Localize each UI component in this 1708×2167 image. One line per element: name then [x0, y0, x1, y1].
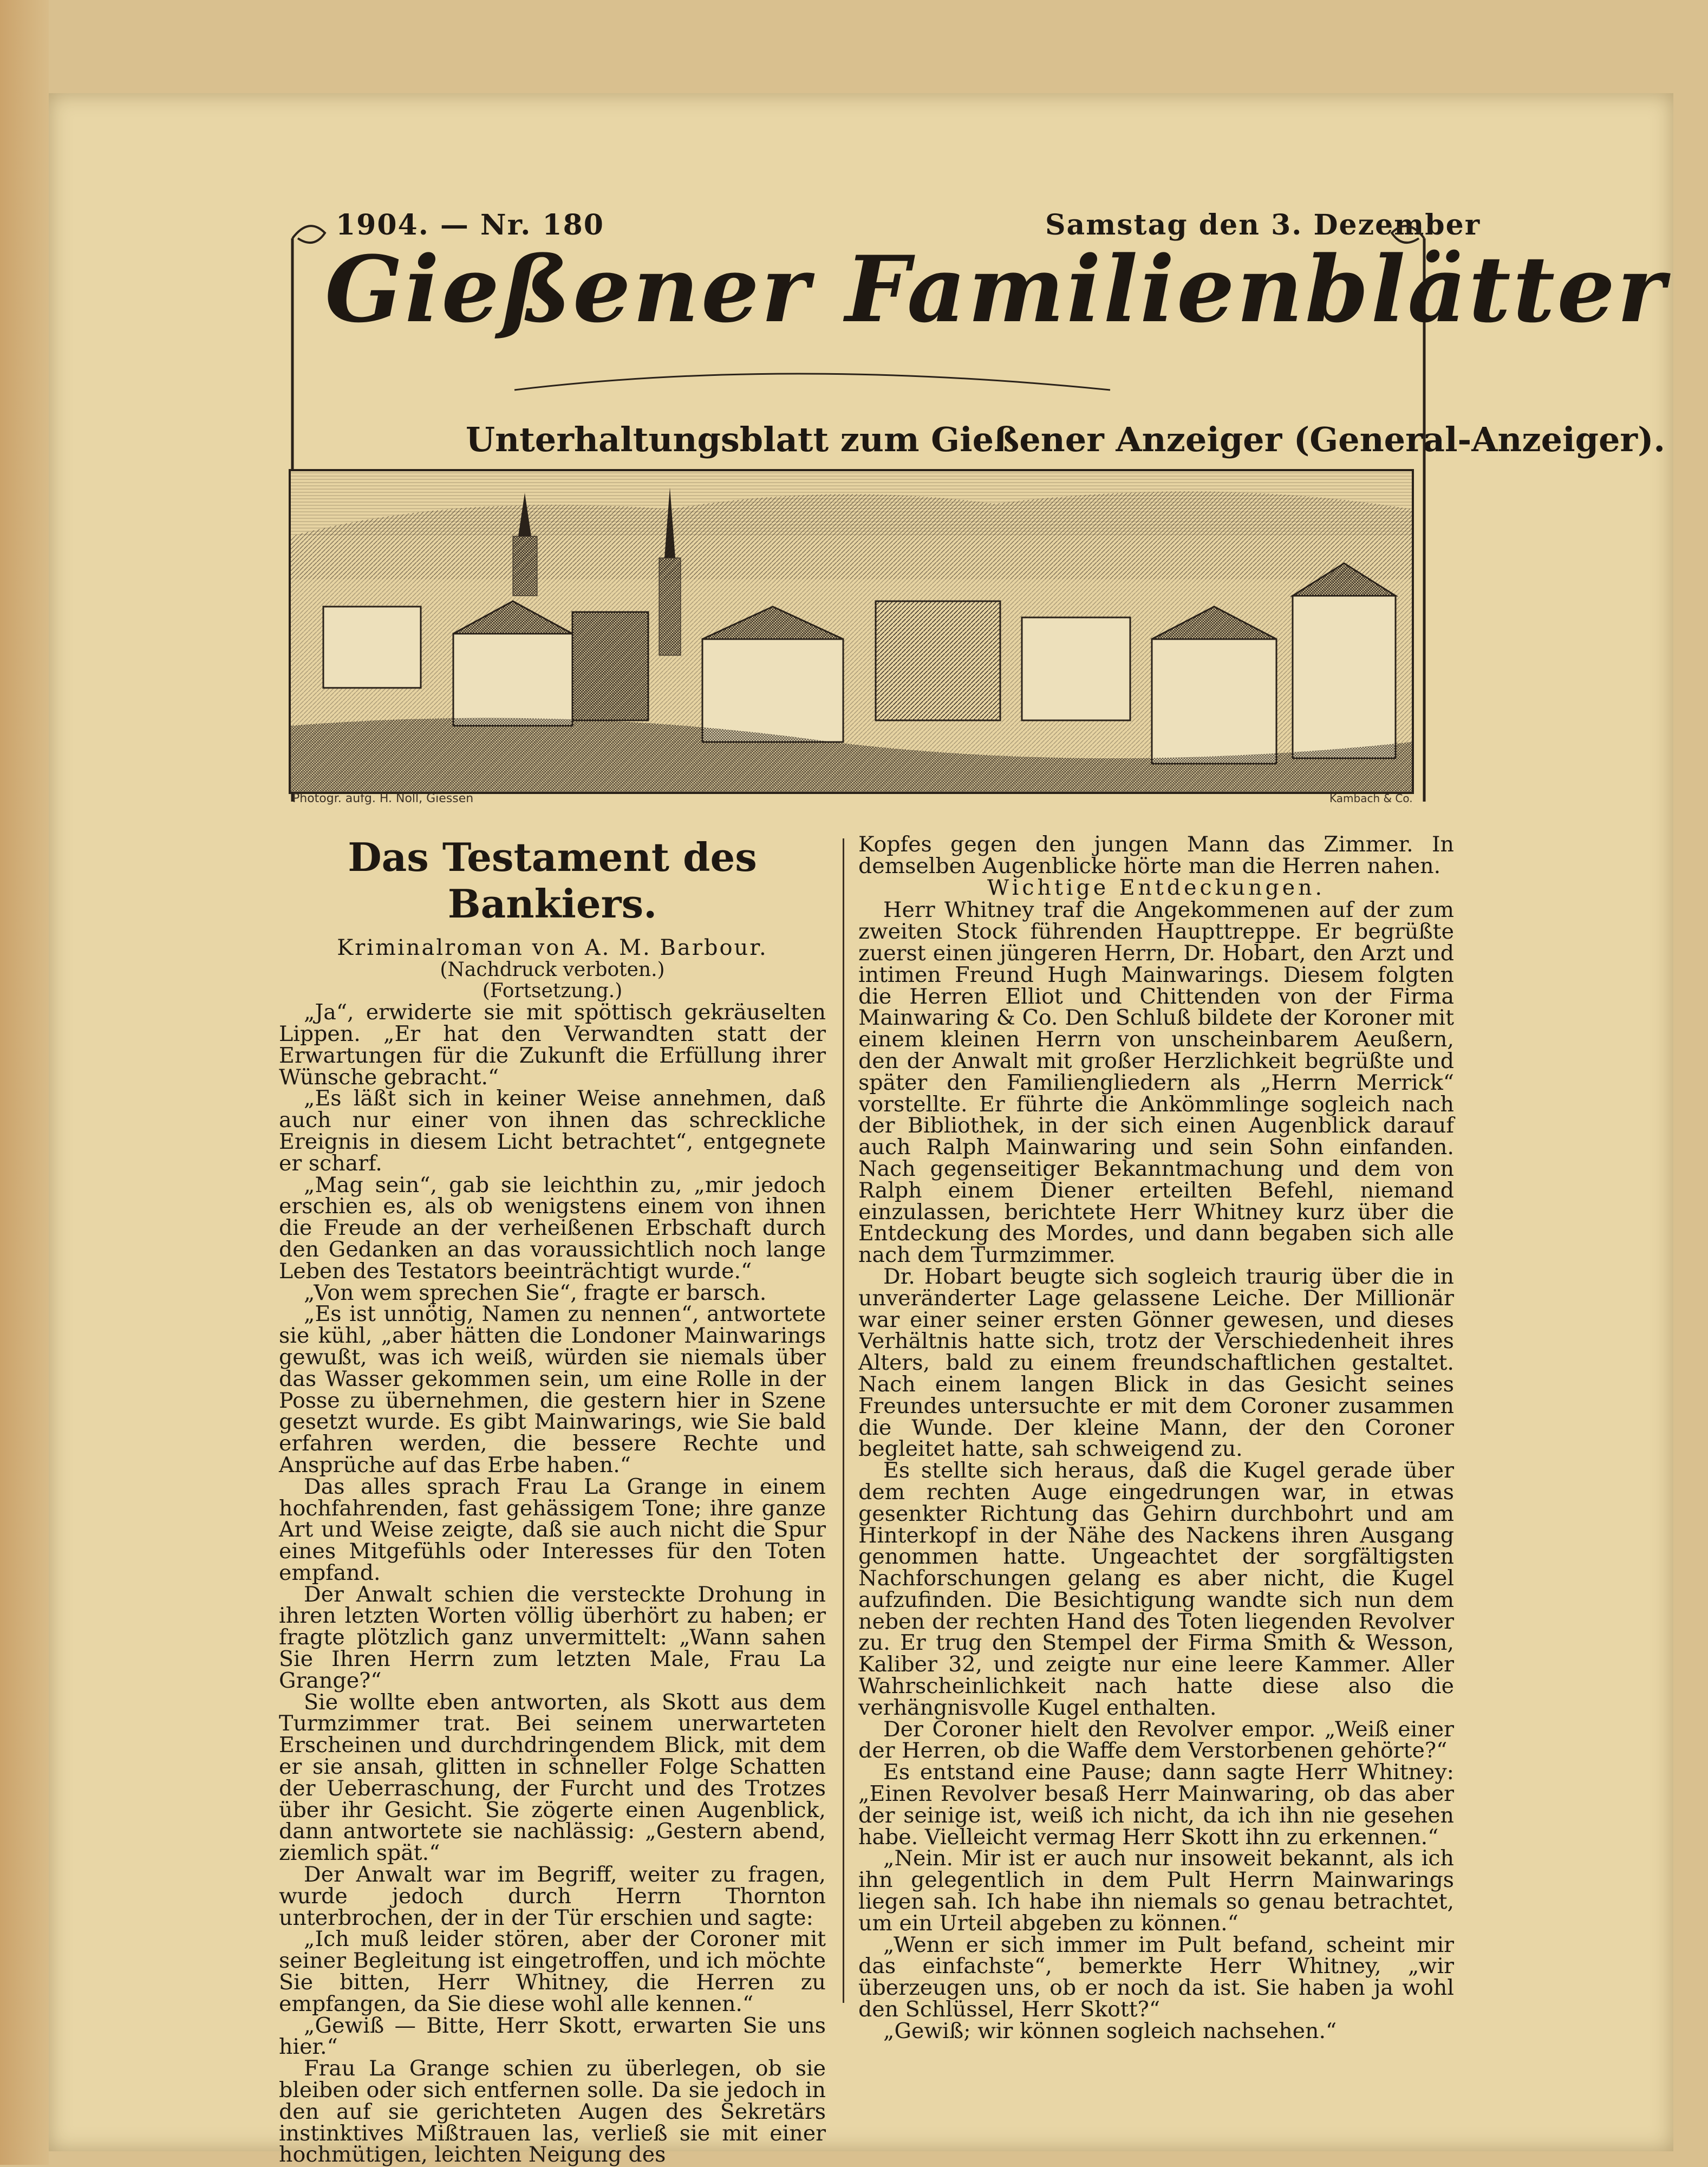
paragraph: „Mag sein“, gab sie leichthin zu, „mir jedoch erschien es, als ob wenigstens einem von ihnen die Freude an der verheißenen Erbschaft durch den Gedanken an das voraussichtlich noch lange Leben des Testators beeinträchtigt wurde.“ — [279, 1172, 826, 1284]
paragraph: Es entstand eine Pause; dann sagte Herr Whitney: „Einen Revolver besaß Herr Mainwaring, ob das aber der seinige ist, weiß ich nicht, da ich ihn nie gesehen habe. Vielleicht vermag Herr Skott ihn zu erkennen.“ — [858, 1760, 1454, 1850]
paragraph: Das alles sprach Frau La Grange in einem hochfahrenden, fast gehässigem Tone; ihre ganze Art und Weise zeigte, daß sie auch nicht die Spur eines Mitgefühls oder Interesses für den Toten empfand. — [279, 1474, 826, 1585]
article-title: Das Testament des Bankiers. — [348, 834, 757, 927]
city-illustration — [289, 469, 1414, 794]
paragraph: Sie wollte eben antworten, als Skott aus dem Turmzimmer trat. Bei seinem unerwarteten Erscheinen und durchdringendem Blick, mit dem er sie ansah, glitten in schneller Folge Schatten der Ueberraschung, der Furcht und des Trotzes über ihr Gesicht. Sie zögerte einen Augenblick, dann antwortete sie nachlässig: „Gestern abend, ziemlich spät.“ — [279, 1689, 826, 1866]
issue-number: 1904. — Nr. 180 — [336, 209, 604, 242]
column-divider — [843, 838, 844, 2003]
paragraph: „Von wem sprechen Sie“, fragte er barsch. — [304, 1280, 767, 1305]
paragraph: Dr. Hobart beugte sich sogleich traurig über die in unveränderter Lage gelassene Leiche. Der Millionär war einer seiner ersten Gönner gewesen, und dieses Verhältnis hatte sich, trotz der Verschiedenheit ihres Alters, bald zu einem freundschaftlichen gestaltet. Nach einem langen Blick in das Gesicht seines Freundes untersuchte er mit dem Coroner zusammen die Wunde. Der kleine Mann, der den Coroner begleitet hatte, sah schweigend zu. — [858, 1264, 1454, 1462]
article-column-left — [279, 834, 826, 2166]
paragraph: Es stellte sich heraus, daß die Kugel gerade über dem rechten Auge eingedrungen war, in etwas gesenkter Richtung das Gehirn durchbohrt und am Hinterkopf in der Nähe des Nackens ihren Ausgang genommen hatte. Ungeachtet der sorgfältigsten Nachforschungen gelang es aber nicht, die Kugel aufzufinden. Die Besichtigung wandte sich nun dem neben der rechten Hand des Toten liegenden Revolver zu. Er trug den Stempel der Firma Smith & Wesson, Kaliber 32, und zeigte nur eine leere Kammer. Aller Wahrscheinlichkeit nach hatte diese also die verhängnisvolle Kugel enthalten. — [858, 1458, 1454, 1720]
article-byline: Kriminalroman von A. M. Barbour. — [337, 935, 768, 960]
paragraph: „Wenn er sich immer im Pult befand, scheint mir das einfachste“, bemerkte Herr Whitney, „wir überzeugen uns, ob er noch da ist. Sie haben ja wohl den Schlüssel, Herr Skott?“ — [858, 1932, 1454, 2022]
issue-date: Samstag den 3. Dezember — [1045, 209, 1481, 242]
paragraph: Kopfes gegen den jungen Mann das Zimmer. In demselben Augenblicke hörte man die Herren nahen. — [858, 832, 1454, 878]
paragraph: „Nein. Mir ist er auch nur insoweit bekannt, als ich ihn gelegentlich in dem Pult Herrn Mainwarings liegen sah. Ich habe ihn niemals so genau betrachtet, um ein Urteil abgeben zu können.“ — [858, 1846, 1454, 1936]
reprint-notice: (Nachdruck verboten.) — [440, 958, 665, 981]
section-heading: Wichtige Entdeckungen. — [987, 875, 1326, 900]
paragraph: „Es läßt sich in keiner Weise annehmen, daß auch nur einer von ihnen das schreckliche Ereignis in diesem Licht betrachtet“, entgegnete er scharf. — [279, 1086, 826, 1176]
paragraph: „Gewiß — Bitte, Herr Skott, erwarten Sie uns hier.“ — [279, 2013, 826, 2060]
paragraph: „Gewiß; wir können sogleich nachsehen.“ — [883, 2018, 1337, 2044]
paragraph: Herr Whitney traf die Angekommenen auf der zum zweiten Stock führenden Haupttreppe. Er begrüßte zuerst einen jüngeren Herrn, Dr. Hobart, den Arzt und intimen Freund Hugh Mainwarings. Diesem folgten die Herren Elliot und Chittenden von der Firma Mainwaring & Co. Den Schluß bildete der Koroner mit einem kleinen Herrn von unscheinbarem Aeußern, den der Anwalt mit großer Herzlichkeit begrüßte und später den Familiengliedern als „Herrn Merrick“ vorstellte. Er führte die Ankömmlinge sogleich nach der Bibliothek, in der sich einen Augenblick darauf auch Ralph Mainwaring und sein Sohn einfanden. Nach gegenseitiger Bekanntmachung und dem von Ralph einem Diener erteilten Befehl, niemand einzulassen, berichtete Herr Whitney kurz über die Entdeckung des Mordes, und dann begaben sich alle nach dem Turmzimmer. — [858, 897, 1454, 1268]
paragraph: Der Coroner hielt den Revolver empor. „Weiß einer der Herren, ob die Waffe dem Verstorbenen gehörte?“ — [858, 1716, 1454, 1763]
paper-subtitle: Unterhaltungsblatt zum Gießener Anzeiger (General-Anzeiger). — [466, 420, 1666, 459]
article-column-right — [858, 834, 1454, 2042]
paragraph: Frau La Grange schien zu überlegen, ob sie bleiben oder sich entfernen solle. Da sie jedoch in den auf sie gerichteten Augen des Sekretärs instinktives Mißtrauen las, verließ sie mit einer hochmütigen, leichten Neigung des — [279, 2056, 826, 2167]
paragraph: Der Anwalt war im Begriff, weiter zu fragen, wurde jedoch durch Herrn Thornton unterbrochen, der in der Tür erschien und sagte: — [279, 1862, 826, 1930]
paragraph: „Ja“, erwiderte sie mit spöttisch gekräuselten Lippen. „Er hat den Verwandten statt der Erwartungen für die Zukunft die Erfüllung ihrer Wünsche gebracht.“ — [279, 1000, 826, 1090]
paragraph: Der Anwalt schien die versteckte Drohung in ihren letzten Worten völlig überhört zu haben; er fragte plötzlich ganz unvermittelt: „Wann sahen Sie Ihren Herrn zum letzten Male, Frau La Grange?“ — [279, 1582, 826, 1693]
photo-credit: Photogr. aufg. H. Noll, Giessen — [292, 792, 474, 805]
paper-title: Gießener Familienblätter — [325, 236, 1667, 343]
paragraph: „Es ist unnötig, Namen zu nennen“, antwortete sie kühl, „aber hätten die Londoner Mainwarings gewußt, was ich weiß, würden sie niemals über das Wasser gekommen sein, um eine Rolle in der Posse zu übernehmen, die gestern hier in Szene gesetzt wurde. Es gibt Mainwarings, wie Sie bald erfahren werden, die bessere Rechte und Ansprüche auf das Erbe haben.“ — [279, 1301, 826, 1478]
engraver-credit: Kambach & Co. — [1329, 792, 1413, 805]
continuation-note: (Fortsetzung.) — [482, 980, 623, 1003]
paragraph: „Ich muß leider stören, aber der Coroner mit seiner Begleitung ist eingetroffen, und ich möchte Sie bitten, Herr Whitney, die Herren zu empfangen, da Sie diese wohl alle kennen.“ — [279, 1927, 826, 2016]
page-edge — [0, 0, 49, 2165]
